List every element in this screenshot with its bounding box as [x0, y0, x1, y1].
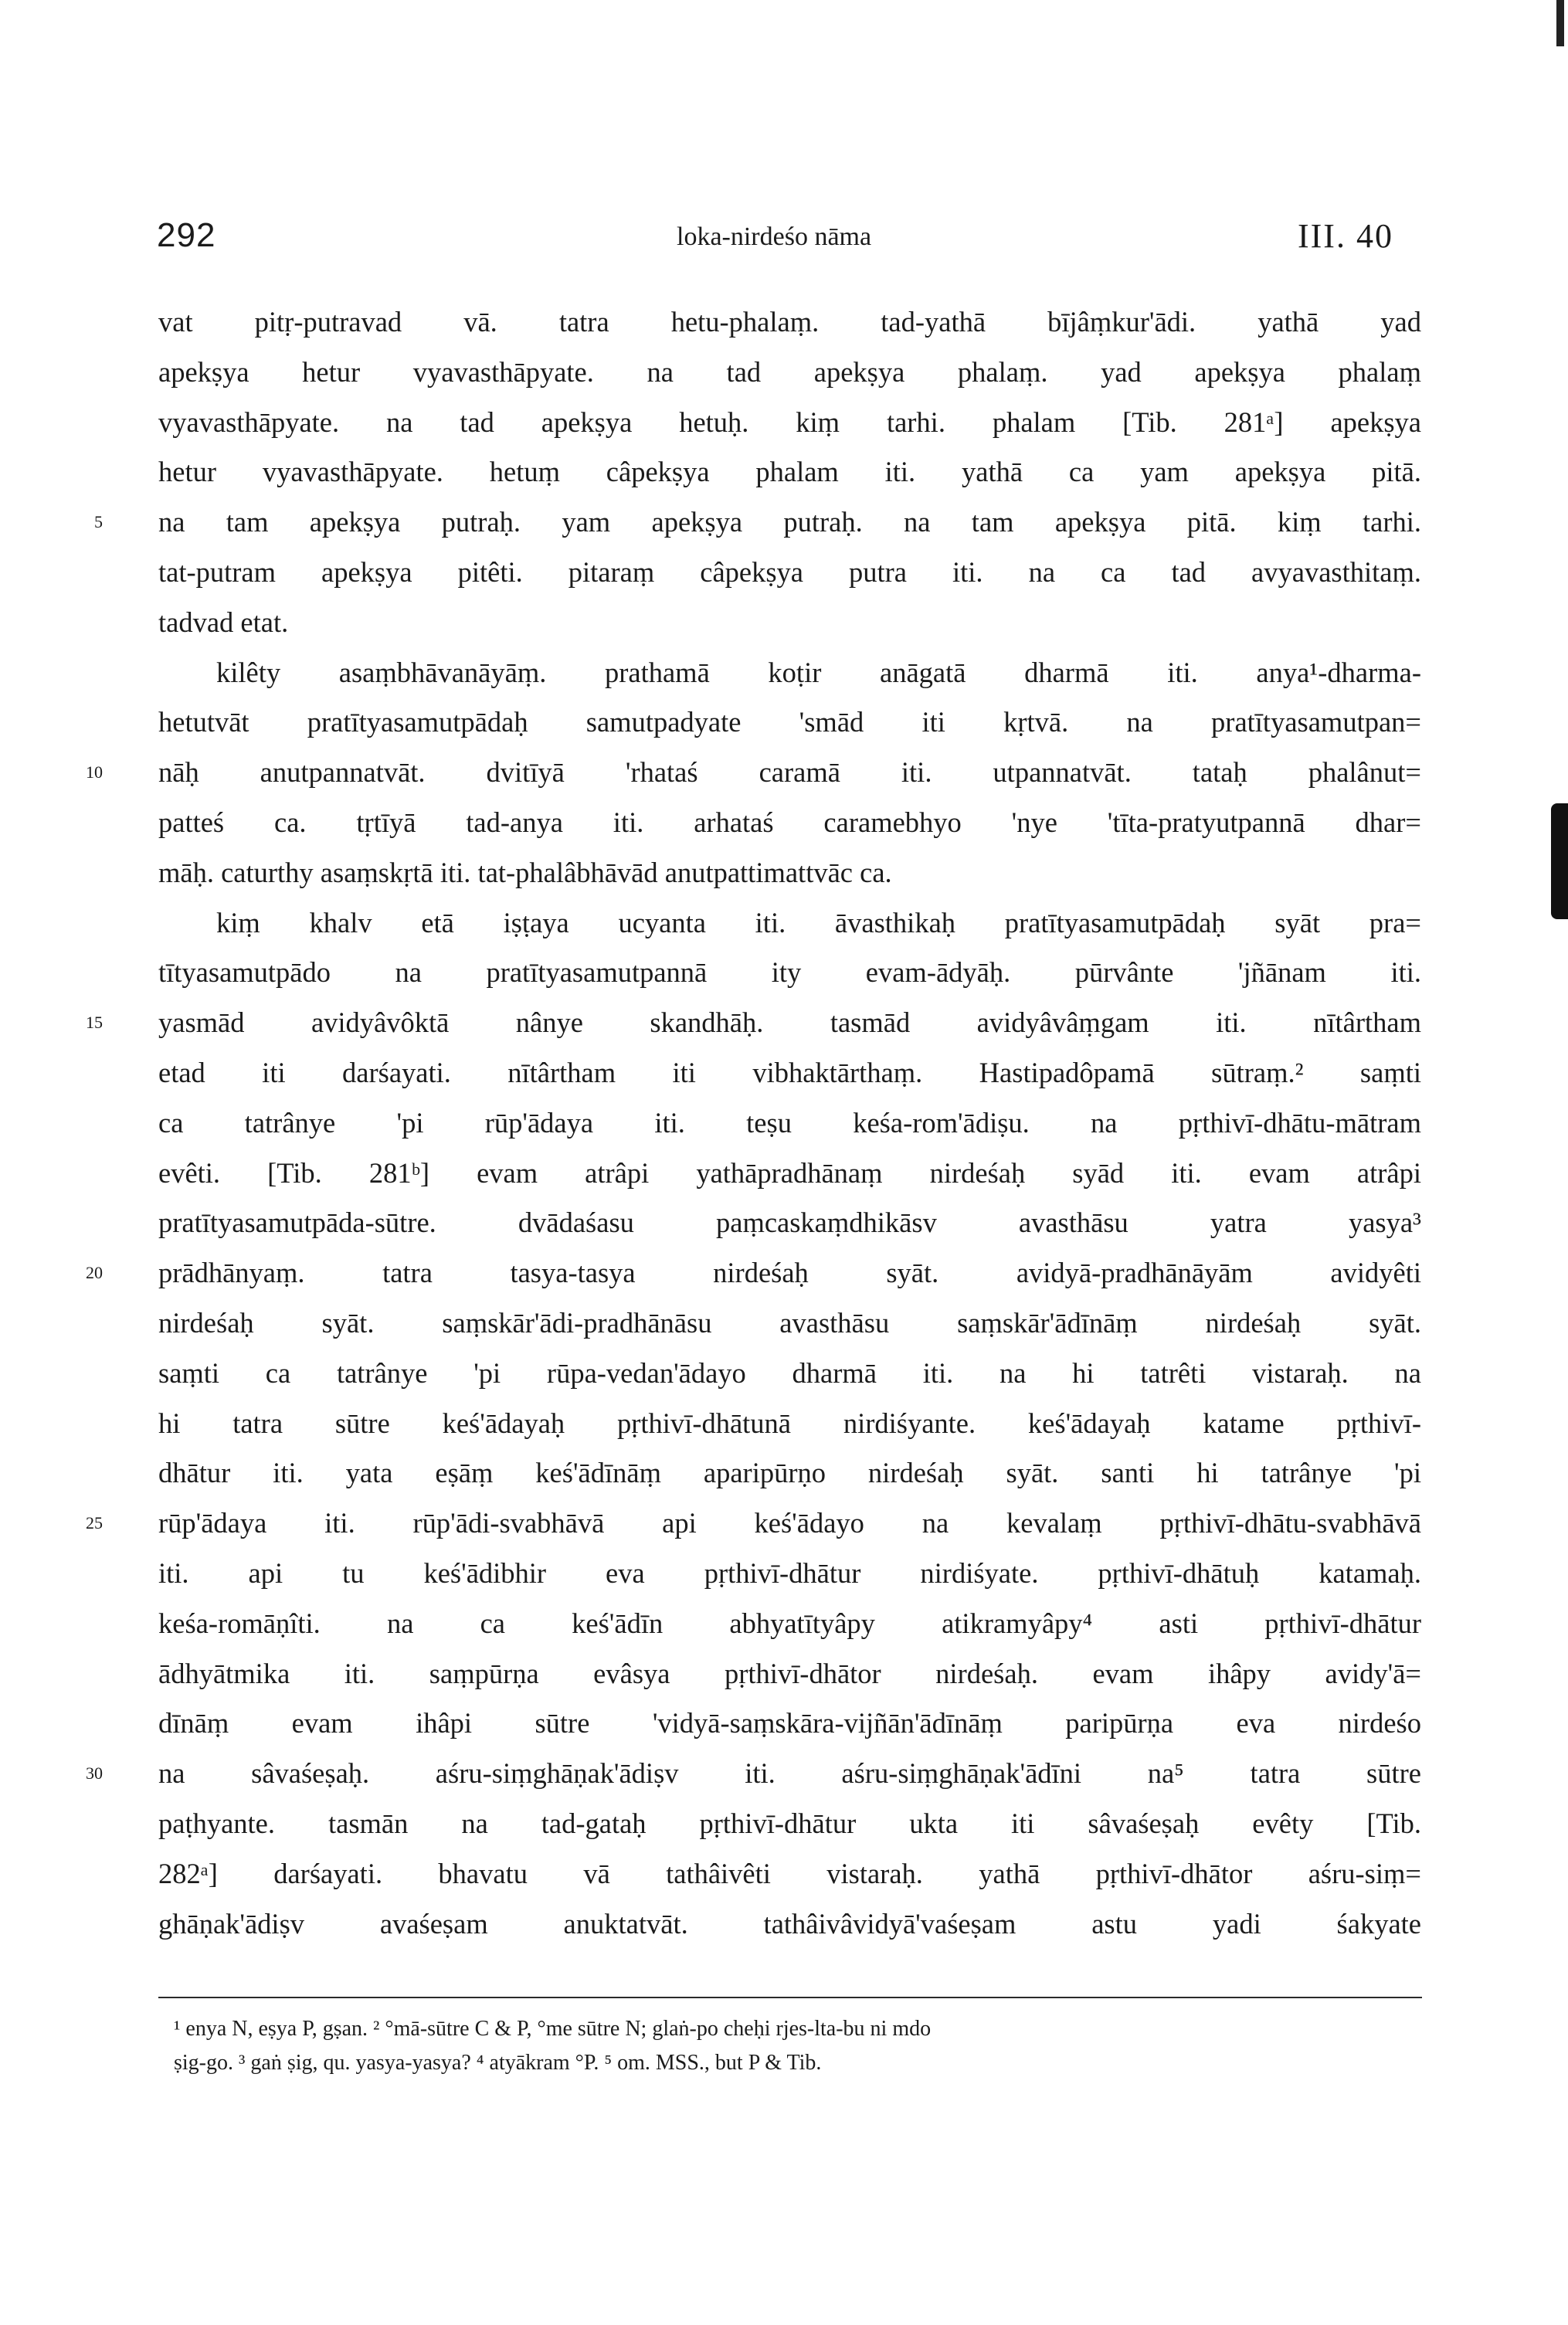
- text-line: [158, 898, 1421, 949]
- text-line: [158, 1149, 1421, 1199]
- line-text: hetutvāt pratītyasamutpādaḥ samutpadyate 'smād iti kṛtvā. na pratītyasamutpan=: [158, 706, 1421, 738]
- page-number: 292: [157, 216, 216, 254]
- line-text: etad iti darśayati. nītârtham iti vibhaktārthaṃ. Hastipadôpamā sūtraṃ.² saṃti: [158, 1056, 1421, 1088]
- line-text: dhātur iti. yata eṣāṃ keś'ādīnāṃ aparipūrṇo nirdeśaḥ syāt. santi hi tatrânye 'pi: [158, 1457, 1421, 1489]
- line-text: nirdeśaḥ syāt. saṃskār'ādi-pradhānāsu avasthāsu saṃskār'ādīnāṃ nirdeśaḥ syāt.: [158, 1306, 1421, 1339]
- text-line: [158, 1198, 1421, 1248]
- line-text: evêti. [Tib. 281ᵇ] evam atrâpi yathāpradhānaṃ nirdeśaḥ syād iti. evam atrâpi: [158, 1156, 1421, 1189]
- line-text: tadvad etat.: [158, 606, 289, 638]
- line-text: keśa-romāṇîti. na ca keś'ādīn abhyatītyâpy atikramyâpy⁴ asti pṛthivī-dhātur: [158, 1607, 1421, 1639]
- line-text: na sâvaśeṣaḥ. aśru-siṃghāṇak'ādiṣv iti. aśru-siṃghāṇak'ādīni na⁵ tatra sūtre: [158, 1757, 1421, 1790]
- text-line: [158, 1699, 1421, 1749]
- line-text: paṭhyante. tasmān na tad-gataḥ pṛthivī-dhātur ukta iti sâvaśeṣaḥ evêty [Tib.: [158, 1807, 1421, 1839]
- text-line: [86, 1248, 1421, 1298]
- text-line: [158, 447, 1421, 497]
- text-line: [158, 1849, 1421, 1899]
- text-line: [86, 1749, 1421, 1799]
- line-text: māḥ. caturthy asaṃskṛtā iti. tat-phalâbhāvād anutpattimattvāc ca.: [158, 856, 892, 888]
- line-text: nāḥ anutpannatvāt. dvitīyā 'rhataś caramā iti. utpannatvāt. tataḥ phalânut=: [158, 756, 1421, 789]
- text-line: [158, 598, 1421, 648]
- line-text: na tam apekṣya putraḥ. yam apekṣya putraḥ. na tam apekṣya pitā. kiṃ tarhi.: [158, 506, 1421, 538]
- line-number: 25: [86, 1513, 103, 1533]
- text-line: [158, 848, 1421, 898]
- text-line: [158, 1298, 1421, 1349]
- text-line: [86, 998, 1421, 1048]
- text-line: [158, 648, 1421, 698]
- text-line: [158, 1549, 1421, 1599]
- line-text: iti. api tu keś'ādibhir eva pṛthivī-dhātur nirdiśyate. pṛthivī-dhātuḥ katamaḥ.: [158, 1556, 1421, 1589]
- line-text: dīnāṃ evam ihâpi sūtre 'vidyā-saṃskāra-vijñān'ādīnāṃ paripūrṇa eva nirdeśo: [158, 1707, 1421, 1740]
- line-text: tat-putram apekṣya pitêti. pitaraṃ câpekṣya putra iti. na ca tad avyavasthitaṃ.: [158, 555, 1421, 588]
- line-text: saṃti ca tatrânye 'pi rūpa-vedan'ādayo dharmā iti. na hi tatrêti vistaraḥ. na: [158, 1356, 1421, 1389]
- line-number: 30: [86, 1763, 103, 1784]
- line-text: yasmād avidyâvôktā nânye skandhāḥ. tasmād avidyâvâṃgam iti. nītârtham: [158, 1006, 1421, 1039]
- running-title: loka-nirdeśo nāma: [677, 222, 872, 251]
- text-line: [158, 1399, 1421, 1449]
- text-line: [158, 348, 1421, 398]
- line-number: 5: [94, 512, 103, 532]
- text-line: [158, 698, 1421, 748]
- running-head: [0, 209, 1568, 263]
- body-text: [86, 297, 1421, 1949]
- text-line: [158, 1098, 1421, 1149]
- text-line: [158, 1349, 1421, 1399]
- line-text: hi tatra sūtre keś'ādayaḥ pṛthivī-dhātunā nirdiśyante. keś'ādayaḥ katame pṛthivī-: [158, 1407, 1421, 1439]
- text-line: [158, 1048, 1421, 1098]
- text-line: [158, 798, 1421, 848]
- text-line: [158, 548, 1421, 598]
- section-reference: III. 40: [1298, 217, 1393, 255]
- line-text: hetur vyavasthāpyate. hetuṃ câpekṣya phalam iti. yathā ca yam apekṣya pitā.: [158, 456, 1421, 488]
- line-text: 282ᵃ] darśayati. bhavatu vā tathâivêti vistaraḥ. yathā pṛthivī-dhātor aśru-siṃ=: [158, 1857, 1421, 1889]
- line-text: rūp'ādaya iti. rūp'ādi-svabhāvā api keś'ādayo na kevalaṃ pṛthivī-dhātu-svabhāvā: [158, 1507, 1421, 1539]
- footnote-line: ṣig-go. ³ gaṅ ṣig, qu. yasya-yasya? ⁴ atyākram °P. ⁵ om. MSS., but P & Tib.: [174, 2051, 822, 2075]
- text-line: [158, 1799, 1421, 1849]
- line-number: 20: [86, 1263, 103, 1283]
- line-number: 10: [86, 762, 103, 782]
- text-line: [86, 748, 1421, 798]
- line-text: tītyasamutpādo na pratītyasamutpannā ity evam-ādyāḥ. pūrvânte 'jñānam iti.: [158, 956, 1421, 989]
- line-text: prādhānyaṃ. tatra tasya-tasya nirdeśaḥ syāt. avidyā-pradhānāyām avidyêti: [158, 1257, 1421, 1289]
- line-text: ādhyātmika iti. saṃpūrṇa evâsya pṛthivī-dhātor nirdeśaḥ. evam ihâpy avidy'ā=: [158, 1657, 1421, 1689]
- text-line: [158, 297, 1421, 348]
- line-text: apekṣya hetur vyavasthāpyate. na tad apekṣya phalaṃ. yad apekṣya phalaṃ: [158, 355, 1421, 388]
- text-line: [158, 948, 1421, 998]
- text-line: [158, 398, 1421, 448]
- line-text: vyavasthāpyate. na tad apekṣya hetuḥ. kiṃ tarhi. phalam [Tib. 281ᵃ] apekṣya: [158, 406, 1421, 438]
- line-text: patteś ca. tṛtīyā tad-anya iti. arhataś caramebhyo 'nye 'tīta-pratyutpannā dhar=: [158, 806, 1421, 838]
- text-line: [158, 1899, 1421, 1950]
- line-text: kilêty asaṃbhāvanāyāṃ. prathamā koṭir anāgatā dharmā iti. anya¹-dharma-: [216, 656, 1421, 688]
- line-number: 15: [86, 1013, 103, 1033]
- footnote-line: ¹ enya N, eṣya P, gṣan. ² °mā-sūtre C & P, °me sūtre N; glaṅ-po cheḥi rjes-lta-bu ni mdo: [174, 2017, 932, 2041]
- text-line: [158, 1649, 1421, 1699]
- text-line: [158, 1599, 1421, 1649]
- line-text: pratītyasamutpāda-sūtre. dvādaśasu paṃcaskaṃdhikāsv avasthāsu yatra yasya³: [158, 1207, 1421, 1239]
- footnotes: [158, 1997, 1422, 2080]
- line-text: kiṃ khalv etā iṣṭaya ucyanta iti. āvasthikaḥ pratītyasamutpādaḥ syāt pra=: [216, 906, 1421, 938]
- line-text: ghāṇak'ādiṣv avaśeṣam anuktatvāt. tathâivâvidyā'vaśeṣam astu yadi śakyate: [158, 1907, 1421, 1940]
- text-line: [158, 1448, 1421, 1499]
- scan-artifact: [1551, 803, 1568, 919]
- line-text: ca tatrânye 'pi rūp'ādaya iti. teṣu keśa-rom'ādiṣu. na pṛthivī-dhātu-mātram: [158, 1106, 1421, 1139]
- text-line: [94, 497, 1421, 548]
- footnote-rule: [158, 1997, 1422, 1998]
- line-text: vat pitṛ-putravad vā. tatra hetu-phalaṃ. tad-yathā bījâṃkur'ādi. yathā yad: [158, 306, 1421, 338]
- scan-artifact: [1556, 0, 1564, 46]
- text-line: [86, 1499, 1421, 1549]
